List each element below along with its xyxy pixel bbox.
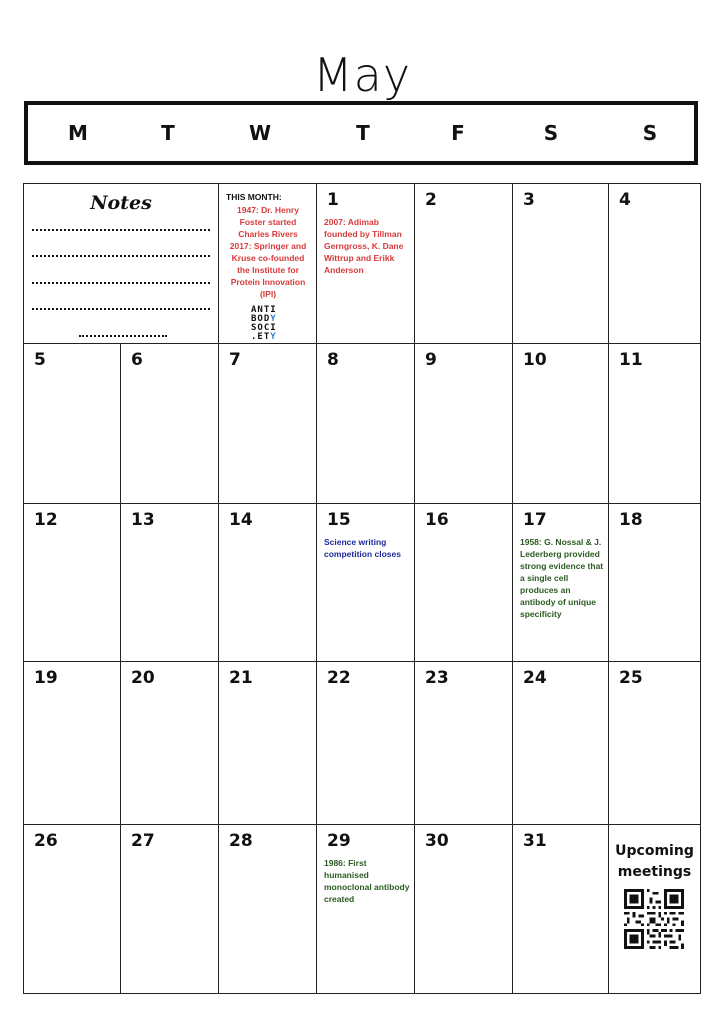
day-number: 12 bbox=[34, 510, 58, 530]
day-cell[interactable] bbox=[316, 824, 415, 994]
day-cell[interactable] bbox=[316, 503, 415, 662]
day-number: 3 bbox=[523, 190, 535, 210]
day-cell[interactable] bbox=[218, 661, 317, 825]
note-line bbox=[32, 308, 210, 310]
weekday-label: S bbox=[642, 121, 658, 145]
day-number: 14 bbox=[229, 510, 253, 530]
weekday-label: T bbox=[356, 121, 370, 145]
day-number: 19 bbox=[34, 668, 58, 688]
note-line bbox=[32, 255, 210, 257]
day-cell[interactable] bbox=[608, 503, 701, 662]
event-note: 1958: G. Nossal & J. Lederberg provided strong evidence that a single cell produces an antibody of unique specificity bbox=[520, 537, 604, 619]
antibody-society-logo bbox=[251, 306, 277, 342]
day-number: 1 bbox=[327, 190, 339, 210]
day-number: 20 bbox=[131, 668, 155, 688]
day-number: 31 bbox=[523, 831, 547, 851]
day-cell[interactable] bbox=[512, 503, 609, 662]
day-number: 27 bbox=[131, 831, 155, 851]
day-cell[interactable] bbox=[512, 343, 609, 504]
weekday-label: T bbox=[161, 121, 175, 145]
event-note: 2007: Adimab founded by Tillman Gerngross, K. Dane Wittrup and Erikk Anderson bbox=[324, 217, 404, 275]
day-number: 9 bbox=[425, 350, 437, 370]
day-cell[interactable] bbox=[23, 661, 121, 825]
day-cell[interactable] bbox=[23, 343, 121, 504]
day-number: 11 bbox=[619, 350, 643, 370]
day-number: 18 bbox=[619, 510, 643, 530]
logo-text: SOCI bbox=[251, 323, 277, 333]
day-cell[interactable] bbox=[218, 503, 317, 662]
day-number: 2 bbox=[425, 190, 437, 210]
weekday-label: M bbox=[68, 121, 88, 145]
day-cell[interactable] bbox=[512, 183, 609, 344]
qr-code-icon[interactable] bbox=[624, 889, 684, 949]
day-cell[interactable] bbox=[512, 824, 609, 994]
day-cell[interactable] bbox=[414, 824, 513, 994]
day-cell[interactable] bbox=[414, 661, 513, 825]
day-number: 6 bbox=[131, 350, 143, 370]
logo-text: ANTI bbox=[251, 305, 277, 315]
day-number: 15 bbox=[327, 510, 351, 530]
day-cell[interactable] bbox=[23, 824, 121, 994]
day-number: 7 bbox=[229, 350, 241, 370]
this-month-entries bbox=[225, 204, 311, 300]
upcoming-meetings-cell[interactable] bbox=[608, 824, 701, 994]
day-cell[interactable] bbox=[608, 661, 701, 825]
notes-panel[interactable] bbox=[23, 183, 219, 344]
day-cell[interactable] bbox=[316, 343, 415, 504]
day-cell[interactable] bbox=[316, 183, 415, 344]
day-number: 25 bbox=[619, 668, 643, 688]
logo-text: BODY bbox=[251, 314, 277, 324]
day-cell[interactable] bbox=[120, 824, 219, 994]
note-line bbox=[32, 229, 210, 231]
this-month-cell bbox=[218, 183, 317, 344]
day-number: 22 bbox=[327, 668, 351, 688]
day-number: 17 bbox=[523, 510, 547, 530]
day-number: 21 bbox=[229, 668, 253, 688]
day-cell[interactable] bbox=[414, 183, 513, 344]
day-number: 24 bbox=[523, 668, 547, 688]
this-month-entry: 1947: Dr. Henry Foster started Charles Rivers bbox=[237, 205, 299, 239]
upcoming-meetings-label: Upcoming meetings bbox=[615, 843, 694, 880]
weekday-label: F bbox=[451, 121, 465, 145]
event-note: 1986: First humanised monoclonal antibody created bbox=[324, 858, 410, 904]
event-note: Science writing competition closes bbox=[324, 537, 401, 559]
day-cell[interactable] bbox=[218, 824, 317, 994]
note-line bbox=[32, 282, 210, 284]
day-cell[interactable] bbox=[23, 503, 121, 662]
day-number: 16 bbox=[425, 510, 449, 530]
day-cell[interactable] bbox=[414, 503, 513, 662]
notes-title: Notes bbox=[90, 192, 152, 214]
weekday-header bbox=[24, 101, 698, 165]
day-number: 23 bbox=[425, 668, 449, 688]
day-cell[interactable] bbox=[316, 661, 415, 825]
day-cell[interactable] bbox=[218, 343, 317, 504]
day-number: 4 bbox=[619, 190, 631, 210]
day-number: 10 bbox=[523, 350, 547, 370]
weekday-label: W bbox=[248, 121, 272, 145]
day-cell[interactable] bbox=[512, 661, 609, 825]
day-number: 30 bbox=[425, 831, 449, 851]
logo-text: .ETY bbox=[251, 332, 277, 342]
weekday-label: S bbox=[543, 121, 559, 145]
day-number: 13 bbox=[131, 510, 155, 530]
day-number: 28 bbox=[229, 831, 253, 851]
day-cell[interactable] bbox=[608, 343, 701, 504]
day-cell[interactable] bbox=[120, 661, 219, 825]
day-number: 26 bbox=[34, 831, 58, 851]
this-month-entry: 2017: Springer and Kruse co-founded the Institute for Protein Innovation (IPI) bbox=[229, 241, 307, 299]
day-cell[interactable] bbox=[120, 503, 219, 662]
day-cell[interactable] bbox=[414, 343, 513, 504]
day-number: 8 bbox=[327, 350, 339, 370]
day-number: 29 bbox=[327, 831, 351, 851]
note-line bbox=[79, 335, 167, 337]
day-cell[interactable] bbox=[608, 183, 701, 344]
month-title: May bbox=[312, 48, 412, 102]
day-cell[interactable] bbox=[120, 343, 219, 504]
day-number: 5 bbox=[34, 350, 46, 370]
this-month-heading: THIS MONTH: bbox=[226, 192, 282, 202]
